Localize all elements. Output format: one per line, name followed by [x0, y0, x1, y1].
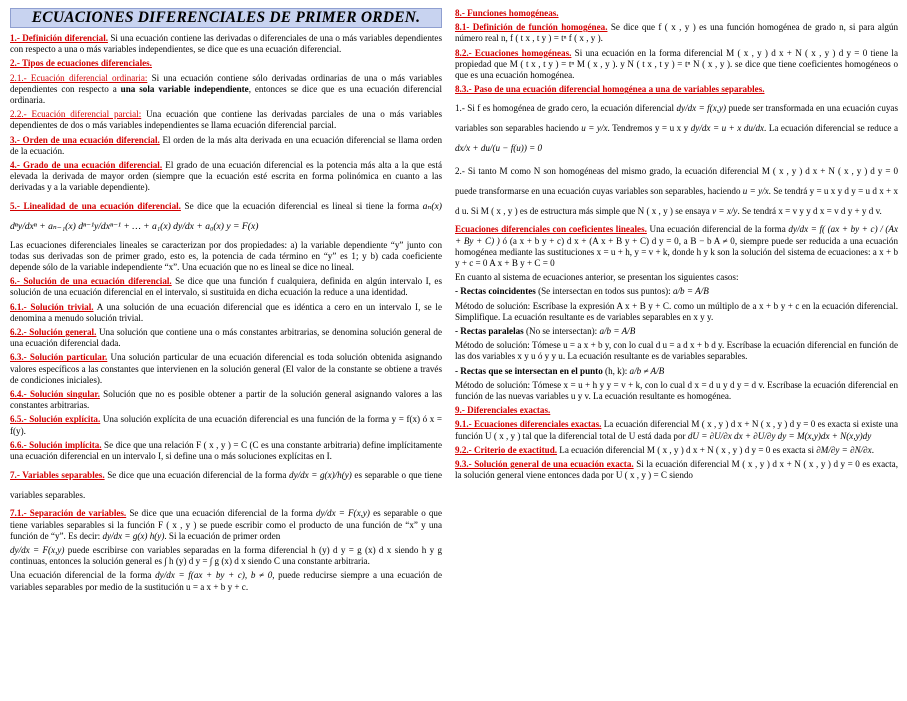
cases-intro: En cuanto al sistema de ecuaciones anterior, se presentan los siguientes casos: — [455, 272, 739, 283]
section-7-1-text-e: Una ecuación diferencial de la forma — [10, 570, 152, 581]
section-8-3 — [455, 84, 898, 95]
case-parallel-label: - Rectas paralelas — [455, 326, 524, 337]
section-1-text: Si una ecuación contiene las derivadas o diferenciales de una o más variables dependientes con respecto a una o más variables independientes, se dice que es una ecuación diferencial. — [10, 33, 442, 55]
section-8-3-case-1 — [455, 98, 898, 158]
section-7-1-substitution — [10, 570, 442, 592]
case-intersect-text: (h, k): — [602, 365, 630, 376]
section-7-heading: 7.- Variables separables. — [10, 470, 105, 481]
reduced-equation-formula: dx/x + du/(u − f(u)) = 0 — [455, 143, 543, 154]
section-9-2-end: . — [871, 444, 874, 455]
case-parallel-text: (No se intersectan): — [523, 326, 600, 337]
section-8-3-case-2 — [455, 161, 898, 221]
section-6-5-heading: 6.5.- Solución explícita. — [10, 414, 101, 425]
section-9 — [455, 405, 898, 416]
section-6-6-text: Se dice que una relación F ( x , y ) = C (C es una constante arbitraria) define implícitamente una ecuación diferencial en un intervalo I, si define una o más soluciones explícitas en I. — [10, 439, 442, 462]
section-8-1-text: Se dice que f ( x , y ) es una función homogénea de grado n, si para algún número real n, f ( t x , t y ) = tⁿ f ( x , y ). — [455, 22, 898, 44]
case-intersect-formula: a/b ≠ A/B — [629, 365, 665, 376]
section-7 — [10, 465, 442, 505]
case-2-text-a: 2.- Si tanto M como N son homogéneas del mismo grado, la ecuación diferencial M ( x , y ) d x + N ( x , y ) d y = 0 puede transformarse en una ecuación cuyas variables son separables, haciendo — [455, 166, 898, 197]
case-coincident-method: Método de solución: Escríbase la expresión A x + B y + C. como un múltiplo de a x + b y + c en la ecuación diferencial. Simplifique. La ecuación resultante es de variables separables en x y y. — [455, 300, 898, 322]
separable-formula: dy/dx = g(x)/h(y) — [289, 470, 352, 481]
section-2-2-heading: 2.2.- Ecuación diferencial parcial: — [10, 109, 142, 120]
section-7-1-text-f: , puede reducirse siempre a una ecuación de variables separables por medio de la sustitución u = a x + b y + c. — [10, 570, 442, 592]
linear-form-formula: aₙ(x) dⁿy/dxⁿ + aₙ₋₁(x) dⁿ⁻¹y/dxⁿ⁻¹ + … + a₁(x) dy/dx + a₀(x) y = F(x) — [10, 200, 442, 232]
case-parallel-method: Método de solución: Tómese u = a x + b y, con lo cual d u = a d x + b d y. Escríbase la ecuación diferencial en función de las dos variables x y u ó y y u. La ecuación resultante es de variables separables. — [455, 340, 898, 362]
section-7-1 — [10, 508, 442, 542]
section-9-2-heading: 9.2.- Criterio de exactitud. — [455, 444, 558, 455]
section-3-text: El orden de la más alta derivada en una ecuación diferencial se llama orden de la ecuación. — [10, 134, 443, 156]
section-9-2-text: La ecuación diferencial M ( x , y ) d x + N ( x , y ) d y = 0 es exacta si — [557, 444, 814, 455]
section-8-2-heading: 8.2.- Ecuaciones homogéneas. — [455, 47, 572, 58]
section-5-heading: 5.- Linealidad de una ecuación diferencial. — [10, 200, 181, 211]
section-2-1 — [10, 73, 442, 107]
section-2-2 — [10, 109, 442, 131]
section-5-properties: Las ecuaciones diferenciales lineales se caracterizan por dos propiedades: a) la variable dependiente “y” junto con todas sus derivadas son de primer grado, esto es, la potencia de cada término en “y” es 1; y b) cada coeficiente depende sólo de la variable independiente “x”. Una ecuación que no es lineal se dice no lineal. — [10, 239, 442, 273]
linear-coefficients-section — [455, 224, 898, 269]
section-6-4-text: Solución que no es posible obtener a partir de la solución general asignando valores a las constantes arbitrarias. — [10, 389, 442, 411]
section-1 — [10, 33, 442, 55]
section-6-6 — [10, 440, 442, 462]
section-6-heading: 6.- Solución de una ecuación diferencial. — [10, 276, 172, 287]
section-6-1 — [10, 302, 442, 324]
case-1-text-c: . Tendremos y = u x y — [607, 123, 689, 134]
section-6-4-heading: 6.4.- Solución singular. — [10, 389, 100, 400]
section-6 — [10, 276, 442, 298]
case-1-text-e: . La ecuación diferencial se reduce a — [764, 123, 898, 134]
case-2-text-c: . Se tendrá x = v y y d x = v d y + y d v. — [737, 206, 882, 217]
section-6-5 — [10, 414, 442, 436]
case-2-text-b: . Se tendrá y = u x y d y = u d x + x d u. Si M ( x , y ) es de estructura más simple que N ( x , y ) se ensaya — [455, 186, 898, 217]
substitution-v-formula: v = x/y — [712, 206, 738, 217]
section-7-text-b: es separable o que tiene variables separables. — [10, 470, 443, 501]
linear-coefficients-heading: Ecuaciones diferenciales con coeficientes lineales. — [455, 224, 647, 235]
section-9-3-text: Si la ecuación diferencial M ( x , y ) d x + N ( x , y ) d y = 0 es exacta, la solución general viene entonces dada por U ( x , y ) = C siendo — [455, 459, 898, 481]
section-7-text: Se dice que una ecuación diferencial de la forma — [104, 470, 287, 481]
section-2-1-heading: 2.1.- Ecuación diferencial ordinaria: — [10, 72, 148, 83]
section-7-1-text-b: es separable o que tiene variables separables si la función F ( x , y ) se puede escribir como el producto de una función de “x” y una función de “y”. Es decir: — [10, 508, 443, 541]
case-coincident-text: (Se intersectan en todos sus puntos): — [535, 286, 673, 297]
section-7-1-text-c: . Si la ecuación de primer orden — [164, 530, 281, 541]
section-6-4 — [10, 389, 442, 411]
section-7-1-text-d: puede escribirse con variables separadas en la forma diferencial h (y) d y = g (x) d x siendo h y g continuas, entonces la solución general es ∫ h (y) d y = ∫ g (x) d x siendo C una constante arbitraria. — [10, 544, 442, 567]
section-3 — [10, 135, 442, 157]
case-intersect-method: Método de solución: Tómese x = u + h y y = v + k, con lo cual d x = d u y d y = d v. Escríbase la ecuación diferencial en función de las nuevas variables u y v. La ecuación resultante es homogénea. — [455, 379, 898, 402]
section-8-1 — [455, 22, 898, 44]
substitution-u-formula: u = y/x — [581, 123, 608, 134]
section-6-2-heading: 6.2.- Solución general. — [10, 327, 97, 338]
case-1-text-b: puede ser transformada en una ecuación cuyas variables son separables haciendo — [455, 103, 898, 134]
right-column — [455, 8, 898, 484]
linear-argument-formula: dy/dx = f(ax + by + c), b ≠ 0 — [155, 570, 273, 581]
section-8-2 — [455, 48, 898, 82]
section-6-5-text: Una solución explícita de una ecuación diferencial es una función de la forma y = f(x) ó x = f(y). — [10, 414, 442, 436]
section-6-3-heading: 6.3.- Solución particular. — [10, 352, 108, 363]
linear-coefficients-text: Una ecuación diferencial de la forma — [646, 224, 786, 235]
section-6-3-text: Una solución particular de una ecuación diferencial es toda solución obtenida asignando valores específicos a las constantes que intervienen en la solución general (El valor de la constante se obtiene a través de condiciones iniciales). — [10, 352, 442, 385]
case-intersect — [455, 366, 898, 377]
section-1-heading: 1.- Definición diferencial. — [10, 33, 108, 43]
section-8-1-heading: 8.1- Definición de función homogénea. — [455, 22, 608, 33]
section-8 — [455, 8, 898, 19]
linear-coefficients-formula: dy/dx = f( (ax + by + c) / (Ax + By + C) ) — [455, 224, 899, 246]
case-coincident-label: - Rectas coincidentes — [455, 286, 536, 297]
section-8-heading: 8.- Funciones homogéneas. — [455, 8, 559, 18]
general-ode-formula: dy/dx = F(x,y) — [315, 508, 370, 519]
section-2-heading: 2.- Tipos de ecuaciones diferenciales. — [10, 58, 152, 69]
section-3-heading: 3.- Orden de una ecuación diferencial. — [10, 134, 160, 145]
case-coincident-formula: a/b = A/B — [672, 286, 709, 297]
section-6-2 — [10, 327, 442, 349]
section-2 — [10, 58, 442, 69]
section-9-2 — [455, 445, 898, 456]
section-2-2-text: Una ecuación que contiene las derivadas parciales de una o más variables dependientes de dos o más variables independientes se llama ecuación diferencial parcial. — [10, 109, 442, 131]
case-1-text-a: 1.- Si f es homogénea de grado cero, la ecuación diferencial — [455, 103, 675, 114]
case-coincident — [455, 286, 898, 297]
section-6-text: Se dice que una función f cualquiera, definida en algún intervalo I, es solución de una ecuación diferencial en el intervalo, si sustituida en dicha ecuación la reduce a una identidad. — [10, 276, 442, 298]
section-4-text: El grado de una ecuación diferencial es la potencia más alta a la que está elevada la derivada de mayor orden (siempre que la ecuación esté escrita en forma polinómica en cuanto a las derivadas y a la variable dependiente). — [10, 160, 442, 193]
case-parallel — [455, 326, 898, 337]
section-5 — [10, 197, 442, 237]
section-7-1-heading: 7.1.- Separación de variables. — [10, 508, 127, 519]
section-9-1-text: La ecuación diferencial M ( x , y ) d x + N ( x , y ) d y = 0 es exacta si existe una función U ( x , y ) tal que la diferencial total de U está dada por — [455, 419, 898, 441]
total-differential-formula: dU = ∂U/∂x dx + ∂U/∂y dy = M(x,y)dx + N(x,y)dy — [687, 430, 872, 441]
derivative-substitution-formula: dy/dx = u + x du/dx — [690, 123, 765, 134]
section-6-6-heading: 6.6.- Solución implícita. — [10, 439, 102, 450]
section-9-3-heading: 9.3.- Solución general de una ecuación exacta. — [455, 459, 634, 470]
section-4 — [10, 160, 442, 194]
section-2-1-bold: una sola variable independiente — [120, 83, 249, 94]
exactness-criterion-formula: ∂M/∂y = ∂N/∂x — [816, 444, 872, 455]
section-9-1 — [455, 419, 898, 441]
section-2-1-text-a: Si una ecuación contiene sólo derivadas ordinarias de una o más variables dependientes con respecto a — [10, 72, 442, 94]
section-8-3-heading: 8.3.- Paso de una ecuación diferencial homogénea a una de variables separables. — [455, 84, 765, 95]
left-column — [10, 8, 442, 596]
case-parallel-formula: a/b = A/B — [599, 326, 636, 337]
section-7-1-text: Se dice que una ecuación diferencial de la forma — [126, 508, 313, 519]
substitution-u2-formula: u = y/x — [742, 186, 769, 197]
linear-coefficients-text-b: ó (a x + b y + c) d x + (A x + B y + C) d y = 0, a B − b A ≠ 0, siempre puede ser reducida a una ecuación homogénea mediante las sustituciones x = u + h, y = v + k, donde h y k son la solución del sistema de ecuaciones: a x + b y + c = 0 A x + B y + C = 0 — [455, 235, 898, 269]
section-8-2-text: Si una ecuación en la forma diferencial M ( x , y ) d x + N ( x , y ) d y = 0 tiene la propiedad que M ( t x , t y ) = tⁿ M ( x , y ). y N ( t x , t y ) = tⁿ N ( x , y ). se dice que tiene coeficientes homogéneos o que es una ecuación homogénea. — [455, 47, 898, 81]
case-intersect-label: - Rectas que se intersectan en el punto — [455, 365, 603, 376]
section-6-1-text: A una solución de una ecuación diferencial que es idéntica a cero en un intervalo I, se le denomina a menudo solución trivial. — [10, 301, 442, 323]
section-6-1-heading: 6.1.- Solución trivial. — [10, 301, 94, 312]
section-9-heading: 9.- Diferenciales exactas. — [455, 405, 551, 416]
product-formula: dy/dx = g(x) h(y) — [102, 530, 165, 541]
section-5-text: Se dice que la ecuación diferencial es lineal si tiene la forma — [180, 200, 420, 211]
section-6-2-text: Una solución que contiene una o más constantes arbitrarias, se denomina solución general de una ecuación diferencial dada. — [10, 327, 443, 349]
section-9-1-heading: 9.1.- Ecuaciones diferenciales exactas. — [455, 419, 602, 430]
section-4-heading: 4.- Grado de una ecuación diferencial. — [10, 160, 163, 171]
section-6-3 — [10, 352, 442, 386]
homogeneous-ode-formula: dy/dx = f(x,y) — [676, 103, 727, 114]
section-7-1-separated — [10, 545, 442, 567]
section-9-3 — [455, 459, 898, 481]
section-2-1-text-b: , entonces se dice que es una ecuación diferencial ordinaria. — [10, 83, 442, 106]
first-order-formula: dy/dx = F(x,y) — [10, 544, 65, 555]
page-title: ECUACIONES DIFERENCIALES DE PRIMER ORDEN. — [10, 8, 442, 28]
